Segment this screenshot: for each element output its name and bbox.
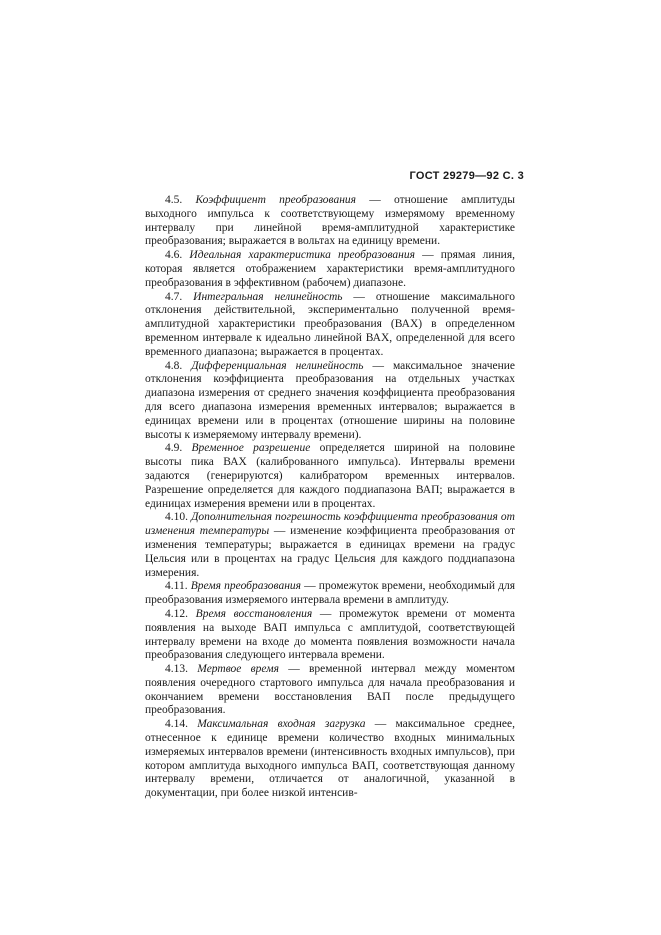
paragraph-4-9: [145, 442, 515, 511]
definition: — временной интервал между моментом появления очередного стартового импульса для начала преобразования и окончанием времени восстановления ВАП после предыдущего преобразования.: [145, 663, 516, 717]
paragraph-4-8: [145, 360, 515, 443]
definition: — промежуток времени, необходимый для преобразования измеряемого интервала времени в амплитуду.: [145, 580, 515, 607]
paragraph-4-11: [145, 580, 515, 608]
term: Время преобразования: [190, 580, 302, 593]
clause-number: 4.9.: [165, 442, 183, 455]
clause-number: 4.10.: [165, 511, 188, 524]
term: Дифференциальная нелинейность: [191, 359, 364, 372]
document-body: [145, 194, 515, 801]
definition: — отношение максимального отклонения действительной, экспериментально полученной время-амплитудной характеристики преобразования (ВАХ) в определенном временном интервале к идеально линейной ВАХ, определенной для всего временного диапазона; выражается в процентах.: [145, 290, 515, 358]
term: Время восстановления: [195, 607, 313, 620]
paragraph-4-14: [145, 718, 515, 801]
clause-number: 4.14.: [165, 718, 188, 731]
definition: — промежуток времени от момента появления на выходе ВАП импульса с амплитудой, соответствующей интервалу времени на входе до момента появления возможности начала преобразования следующего интервала времени.: [145, 607, 516, 662]
paragraph-4-7: [145, 291, 515, 360]
term: Временное разрешение: [191, 442, 311, 455]
clause-number: 4.8.: [165, 359, 183, 372]
term: Дополнительная погрешность коэффициента преобразования от изменения температуры: [145, 511, 515, 538]
clause-number: 4.11.: [165, 580, 188, 593]
term: Максимальная входная загрузка: [197, 718, 366, 731]
clause-number: 4.7.: [165, 290, 183, 303]
definition: — отношение амплитуды выходного импульса к соответствующему измерямому временному интервалу при линейной время-амплитудной характеристике преобразования; выражается в вольтах на единицу времени.: [145, 194, 516, 248]
definition: — максимальное значение отклонения коэффициента преобразования на отдельных участках диапазона измерения от среднего значения коэффициента преобразования для всего диапазона измерения временных интервалов; выражается в единицах времени или в процентах (отношение ширины на половине высоты к измеряемому интервалу времени).: [145, 359, 515, 441]
term: Интегральная нелинейность: [193, 290, 343, 303]
term: Коэффициент преобразования: [195, 194, 357, 206]
clause-number: 4.5.: [165, 194, 183, 206]
definition: — изменение коэффициента преобразования от изменения температуры; выражается в единицах времени на градус Цельсия или в процентах на градус Цельсия для каждого поддиапазона измерения.: [145, 525, 515, 579]
definition: — прямая линия, которая является отображением характеристики время-амплитудного преобразования в эффективном (рабочем) диапазоне.: [145, 249, 515, 289]
paragraph-4-13: [145, 663, 515, 718]
page-header: ГОСТ 29279—92 С. 3: [409, 170, 524, 182]
clause-number: 4.13.: [165, 663, 188, 676]
definition: — максимальное среднее, отнесенное к единице времени количество входных минимальных измеряемых интервалов времени (интенсивность входных импульсов), при котором амплитуда выходного импульса ВАП, соответствующая данному интервалу времени, отличается от аналогичной, указанной в документации, при более низкой интенсив-: [145, 718, 516, 800]
definition: определяется шириной на половине высоты пика ВАХ (калиброванного импульса). Интервалы времени задаются (генерируются) калибратором временных интервалов. Разрешение определяется для каждого поддиапазона ВАП; выражается в единицах измерения времени или в процентах.: [145, 442, 515, 510]
paragraph-4-5: [145, 194, 515, 249]
clause-number: 4.12.: [165, 607, 188, 620]
paragraph-4-12: [145, 608, 515, 663]
term: Идеальная характеристика преобразования: [189, 249, 415, 262]
clause-number: 4.6.: [165, 249, 183, 262]
paragraph-4-6: [145, 249, 515, 290]
term: Мертвое время: [197, 663, 279, 676]
paragraph-4-10: [145, 511, 515, 580]
